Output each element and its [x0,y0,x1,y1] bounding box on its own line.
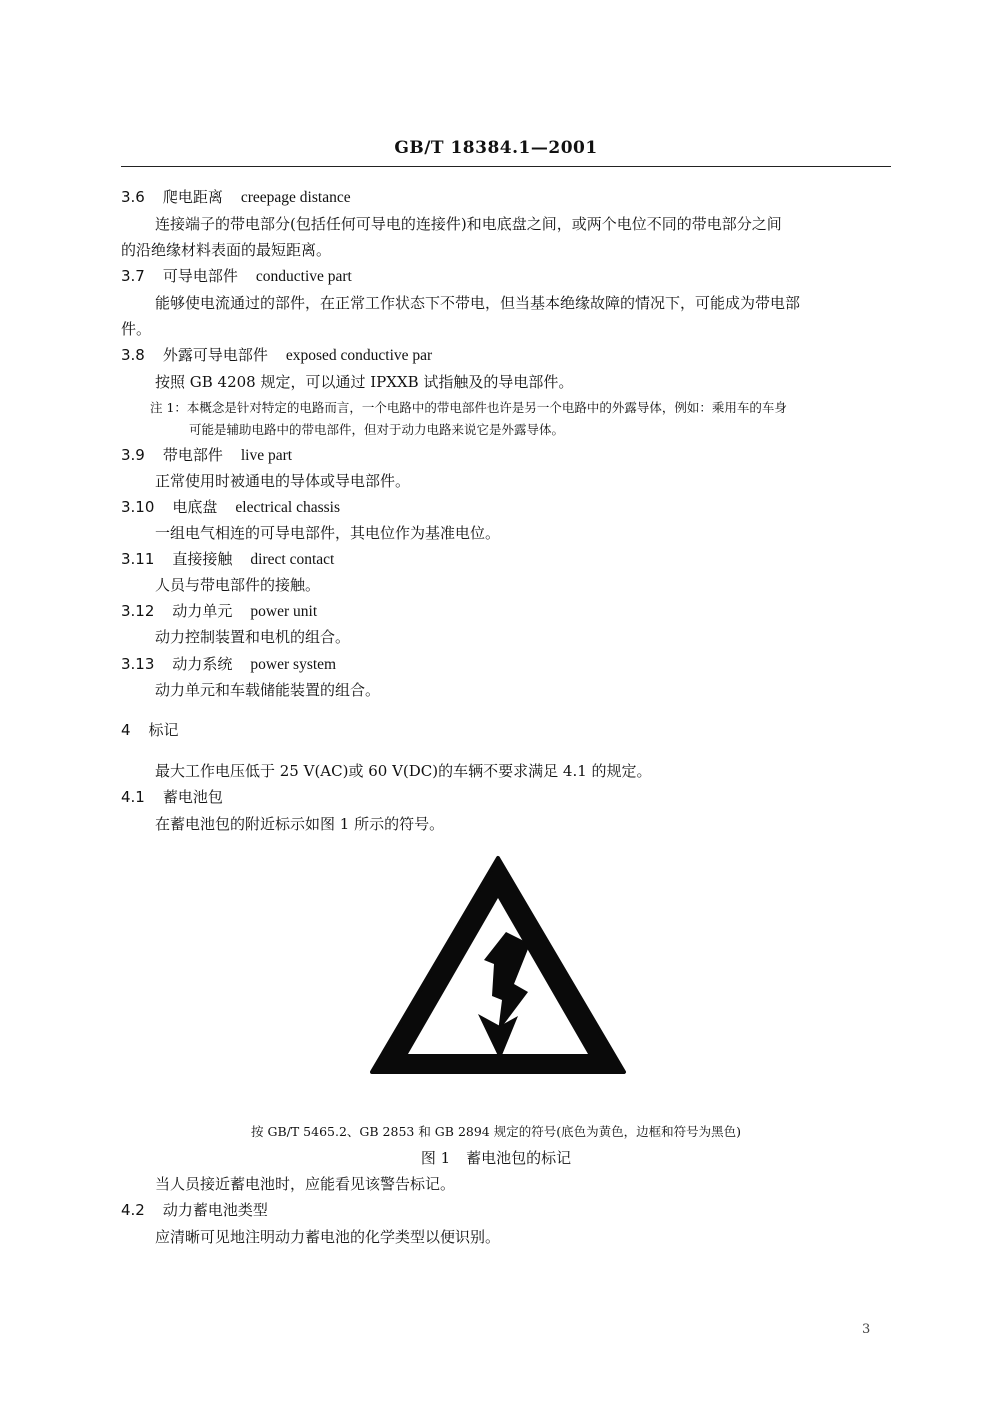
term-definition: 动力单元和车载储能装置的组合。 [155,681,381,699]
term-cn: 爬电距离 [162,188,223,206]
term-en: electrical chassis [235,499,340,516]
term-en: live part [240,447,293,464]
section-4-intro: 最大工作电压低于 25 V(AC)或 60 V(DC)的车辆不要求满足 4.1 的规定。 [155,762,652,780]
section-4-heading [121,719,179,740]
term-cn: 电底盘 [172,498,218,516]
figure-label: 图 1 [420,1149,451,1167]
subsection-4-2-heading [121,1199,268,1220]
term-definition-cont: 件。 [121,320,152,338]
symbol-caption: 按 GB/T 5465.2、GB 2853 和 GB 2894 规定的符号(底色为黄色，边框和符号为黑色) [251,1124,741,1139]
term-definition: 按照 GB 4208 规定，可以通过 IPXXB 试指触及的导电部件。 [155,373,574,391]
subsection-4-1-heading [121,786,223,807]
term-cn: 动力单元 [172,602,233,620]
term-number: 3.11 [121,550,155,568]
term-3-12 [121,600,317,621]
term-en: exposed conductive par [285,347,433,364]
note: 注 1：本概念是针对特定的电路而言，一个电路中的带电部件也许是另一个电路中的外露导体，例如：乘用车的车身 [150,400,787,415]
term-3-9 [121,444,292,465]
term-3-7 [121,265,352,286]
term-definition: 连接端子的带电部分(包括任何可导电的连接件)和电底盘之间，或两个电位不同的带电部分之间 [155,215,782,233]
term-en: direct contact [250,551,335,568]
subsection-number: 4.2 [121,1201,145,1219]
term-number: 3.12 [121,602,155,620]
subsection-title: 蓄电池包 [162,788,223,806]
high-voltage-warning-triangle-icon [368,854,628,1076]
term-3-6 [121,186,351,207]
subsection-4-2-text: 应清晰可见地注明动力蓄电池的化学类型以便识别。 [155,1228,501,1246]
figure-title: 蓄电池包的标记 [466,1149,572,1167]
term-number: 3.9 [121,446,145,464]
term-number: 3.8 [121,346,145,364]
term-definition: 人员与带电部件的接触。 [155,576,321,594]
standard-code-header: GB/T 18384.1—2001 [394,138,598,158]
section-title: 标记 [148,721,179,739]
term-definition-cont: 的沿绝缘材料表面的最短距离。 [121,241,332,259]
term-number: 3.7 [121,267,145,285]
term-cn: 直接接触 [172,550,233,568]
term-cn: 外露可导电部件 [162,346,268,364]
term-number: 3.10 [121,498,155,516]
term-cn: 带电部件 [162,446,223,464]
page-number: 3 [862,1322,871,1337]
term-number: 3.6 [121,188,145,206]
term-en: power unit [250,603,318,620]
subsection-4-1-text: 在蓄电池包的附近标示如图 1 所示的符号。 [155,815,445,833]
subsection-title: 动力蓄电池类型 [162,1201,268,1219]
term-definition: 一组电气相连的可导电部件，其电位作为基准电位。 [155,524,501,542]
term-en: creepage distance [240,189,351,206]
term-definition: 能够使电流通过的部件，在正常工作状态下不带电，但当基本绝缘故障的情况下，可能成为带电部 [155,294,801,312]
term-en: power system [250,656,337,673]
subsection-number: 4.1 [121,788,145,806]
term-3-11 [121,548,334,569]
note-cont: 可能是辅助电路中的带电部件，但对于动力电路来说它是外露导体。 [189,422,565,437]
section-number: 4 [121,721,131,739]
figure-caption [0,1147,992,1168]
term-3-8 [121,344,432,365]
after-figure-text: 当人员接近蓄电池时，应能看见该警告标记。 [155,1175,456,1193]
term-cn: 动力系统 [172,655,233,673]
term-3-10 [121,496,340,517]
term-cn: 可导电部件 [162,267,238,285]
term-en: conductive part [255,268,352,285]
term-3-13 [121,653,336,674]
header-rule [121,166,891,167]
term-definition: 动力控制装置和电机的组合。 [155,628,351,646]
term-definition: 正常使用时被通电的导体或导电部件。 [155,472,411,490]
term-number: 3.13 [121,655,155,673]
